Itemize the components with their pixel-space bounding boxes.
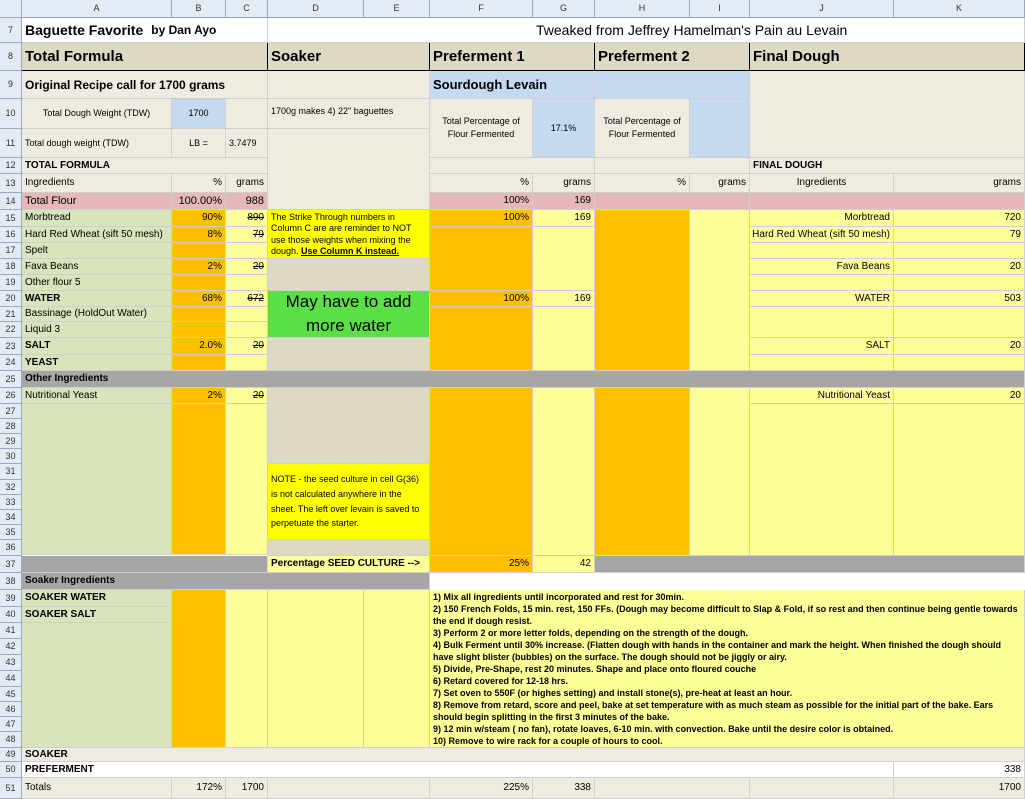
recipe-credit[interactable]: Tweaked from Jeffrey Hamelman's Pain au Levain [268,18,1025,43]
totals-label[interactable]: Totals [22,778,172,799]
final-other-flour-label[interactable] [750,275,894,291]
total-flour-pct[interactable]: 100.00% [172,193,226,210]
final-dough-caps[interactable]: FINAL DOUGH [750,158,1025,174]
final-other-grams-block[interactable] [894,404,1025,556]
final-hard-red-grams[interactable]: 79 [894,227,1025,243]
soaker-e-block[interactable] [364,590,430,748]
row-header[interactable]: 39 [0,590,22,607]
row-header[interactable]: 20 [0,291,22,307]
lb-label[interactable]: LB = [172,129,226,158]
row-header[interactable]: 45 [0,687,22,702]
pf1-total-flour-grams[interactable]: 169 [533,193,595,210]
pct-fermented-value[interactable]: 17.1% [533,99,595,158]
soaker-ingredients-header[interactable]: Soaker Ingredients [22,573,430,590]
ing-water-grams[interactable]: 672 [226,291,268,307]
ing-water-label[interactable]: WATER [22,291,172,307]
final-nut-yeast-grams[interactable]: 20 [894,388,1025,404]
final-water-grams[interactable]: 503 [894,291,1025,307]
soaker-fava-cell[interactable] [268,259,430,291]
ing-other-flour-pct[interactable] [172,275,226,291]
row-header[interactable]: 9 [0,71,22,99]
ing-liquid3-label[interactable]: Liquid 3 [22,322,172,338]
ing-fava-label[interactable]: Fava Beans [22,259,172,275]
other-ing-grams-block[interactable] [226,404,268,555]
final-total-flour[interactable] [750,193,1025,210]
row37-band-right[interactable] [595,556,1025,573]
total-formula-caps[interactable]: TOTAL FORMULA [22,158,268,174]
final-header-grams[interactable]: grams [894,174,1025,193]
pf1-header-pct[interactable]: % [430,174,533,193]
ing-nut-yeast-pct[interactable]: 2% [172,388,226,404]
tdw-spacer[interactable] [226,99,268,129]
ing-bassinage-label[interactable]: Bassinage (HoldOut Water) [22,307,172,322]
instruction-step: 8) Remove from retard, score and peel, bake at set temperature with as much steam as possible for the initial part of the bake. Ears should begin splitting in the first 3 minutes of the bake. [433,700,994,722]
row-header[interactable]: 49 [0,748,22,762]
row-header[interactable]: 8 [0,43,22,71]
row12-pf1[interactable] [430,158,595,174]
final-totals-grams[interactable]: 1700 [894,778,1025,799]
soaker-pct-block[interactable] [172,590,226,748]
column-header-a[interactable]: A [22,0,172,18]
strike-note-text: The Strike Through numbers in Column C are are reminder to NOT use those weights when mixing the dough. Use Column K instead. [271,212,412,256]
column-header-i[interactable]: I [690,0,750,18]
ing-bassinage-grams[interactable] [226,307,268,322]
pf1-total-flour-pct[interactable]: 100% [430,193,533,210]
row-header[interactable]: 10 [0,99,22,129]
row-header[interactable]: 48 [0,732,22,748]
total-flour-label[interactable]: Total Flour [22,193,172,210]
soaker-empty-block[interactable] [22,623,172,748]
section-preferment-2[interactable]: Preferment 2 [595,43,750,71]
strike-through-note[interactable] [268,210,430,259]
section-soaker[interactable]: Soaker [268,43,430,71]
pf2-other-grams-block[interactable] [690,388,750,556]
totals-pct[interactable]: 172% [172,778,226,799]
pf2-header-pct[interactable]: % [595,174,690,193]
final-nut-yeast-label[interactable]: Nutritional Yeast [750,388,894,404]
select-all-corner[interactable] [0,0,22,18]
ing-salt-label[interactable]: SALT [22,338,172,355]
row-header[interactable]: 37 [0,556,22,573]
row-header[interactable]: 43 [0,655,22,671]
pf1-morbtread-pct[interactable]: 100% [430,210,533,227]
total-flour-grams[interactable]: 988 [226,193,268,210]
row-header[interactable]: 23 [0,338,22,355]
soaker-salt-cell[interactable] [268,338,430,371]
recipe-title: Baguette Favorite [25,22,144,38]
instruction-step: 3) Perform 2 or more letter folds, depending on the strength of the dough. [433,628,749,638]
instruction-step: 10) Remove to wire rack for a couple of hours to cool. [433,736,663,746]
totals-grams[interactable]: 1700 [226,778,268,799]
row-header[interactable]: 7 [0,18,22,43]
pf1-liquid-block[interactable] [430,307,533,371]
ing-spelt-grams[interactable] [226,243,268,259]
preferment-summary-label[interactable]: PREFERMENT [22,762,894,778]
sourdough-levain-label[interactable]: Sourdough Levain [430,71,595,99]
row-header[interactable]: 42 [0,639,22,655]
section-final-dough[interactable]: Final Dough [750,43,1025,71]
row-header[interactable]: 26 [0,388,22,404]
ing-liquid3-grams[interactable] [226,322,268,338]
row-header[interactable]: 31 [0,464,22,480]
final-spelt-grams[interactable] [894,243,1025,259]
seed-culture-note[interactable]: NOTE - the seed culture in cell G(36) is not calculated anywhere in the sheet. The left over levain is saved to perpetuate the starter. [268,464,430,540]
original-recipe-note[interactable]: Original Recipe call for 1700 grams [22,71,268,99]
soaker-top-area[interactable] [268,71,430,99]
ing-morbtread-grams[interactable]: 890 [226,210,268,227]
row-header[interactable]: 35 [0,525,22,540]
final-liquid-block[interactable] [750,307,894,338]
ing-hard-red-grams[interactable]: 79 [226,227,268,243]
instruction-step: 6) Retard covered for 12-18 hrs. [433,676,569,686]
row-header[interactable]: 15 [0,210,22,227]
ing-morbtread-pct[interactable]: 90% [172,210,226,227]
soaker-side-area[interactable] [268,129,430,210]
ing-yeast-grams[interactable] [226,355,268,371]
row-header[interactable]: 30 [0,449,22,464]
pf2-total-flour[interactable] [595,193,750,210]
row-header[interactable]: 22 [0,322,22,338]
row-header[interactable]: 32 [0,480,22,495]
pct-fermented-label[interactable]: Total Percentage of Flour Fermented [430,99,533,158]
pf2-pct-block[interactable] [595,210,690,371]
ing-hard-red-pct[interactable]: 8% [172,227,226,243]
final-yeast-label[interactable] [750,355,894,371]
pf1-other-grams-block[interactable] [533,388,595,556]
instruction-step: 4) Bulk Ferment until 30% increase. (Flatten dough with hands in the container and mark the height. When finished the dough should have slight blister (bubbles) on the surface. The dough should not be jiggly or airy. [433,640,1002,662]
column-header-b[interactable]: B [172,0,226,18]
column-header-e[interactable]: E [364,0,430,18]
row-header[interactable]: 25 [0,371,22,388]
row-header[interactable]: 12 [0,158,22,174]
ing-water-pct[interactable]: 68% [172,291,226,307]
column-header-c[interactable]: C [226,0,268,18]
final-fava-label[interactable]: Fava Beans [750,259,894,275]
row-header[interactable]: 13 [0,174,22,193]
row-header[interactable]: 46 [0,702,22,717]
final-salt-label[interactable]: SALT [750,338,894,355]
column-header-d[interactable]: D [268,0,364,18]
column-header-g[interactable]: G [533,0,595,18]
seed-culture-label[interactable]: Percentage SEED CULTURE --> [268,556,430,573]
pf1-totals-pct[interactable]: 225% [430,778,533,799]
seed-culture-grams[interactable]: 42 [533,556,595,573]
pf1-flour-block[interactable] [430,227,533,291]
ing-bassinage-pct[interactable] [172,307,226,322]
row-header[interactable]: 28 [0,419,22,434]
row12-pf2[interactable] [595,158,750,174]
recipe-author: by Dan Ayo [151,23,217,37]
pf1-other-pct-block[interactable] [430,388,533,556]
final-morbtread-grams[interactable]: 720 [894,210,1025,227]
final-other-block[interactable] [750,404,894,556]
column-header-f[interactable]: F [430,0,533,18]
section-total-formula[interactable]: Total Formula [22,43,268,71]
tdw-2-label[interactable]: Total dough weight (TDW) [22,129,172,158]
row-header[interactable]: 44 [0,671,22,687]
column-header-h[interactable]: H [595,0,690,18]
row-header[interactable]: 27 [0,404,22,419]
instructions-panel[interactable] [430,590,1025,748]
soaker-other-cell[interactable] [268,388,430,464]
final-hard-red-label[interactable]: Hard Red Wheat (sift 50 mesh) [750,227,894,243]
row-header[interactable]: 50 [0,762,22,778]
header-grams[interactable]: grams [226,174,268,193]
preferment-summary-value[interactable]: 338 [894,762,1025,778]
ing-fava-grams[interactable]: 20 [226,259,268,275]
final-totals-label[interactable] [750,778,894,799]
row-header[interactable]: 33 [0,495,22,510]
other-ingredients-header[interactable]: Other Ingredients [22,371,1025,388]
soaker-d-block[interactable] [268,590,364,748]
tdw-input[interactable]: 1700 [172,99,226,129]
tdw-label[interactable]: Total Dough Weight (TDW) [22,99,172,129]
section-preferment-1[interactable]: Preferment 1 [430,43,595,71]
row-header[interactable]: 19 [0,275,22,291]
final-header-ingredients[interactable]: Ingredients [750,174,894,193]
pct-fermented-2-label[interactable]: Total Percentage of Flour Fermented [595,99,690,158]
column-header-j[interactable]: J [750,0,894,18]
instruction-step: 2) 150 French Folds, 15 min. rest, 150 FFs. (Dough may become difficult to Slap & Fold, if so rest and then continue being gentle towards the end if dough resist. [433,604,1018,626]
ing-nut-yeast-grams[interactable]: 20 [226,388,268,404]
pct-fermented-2-value[interactable] [690,99,750,158]
soaker-water-label[interactable]: SOAKER WATER [22,590,172,607]
seed-culture-pct[interactable]: 25% [430,556,533,573]
row-header[interactable]: 36 [0,540,22,556]
pf2-header-grams[interactable]: grams [690,174,750,193]
ing-morbtread-label[interactable]: Morbtread [22,210,172,227]
row-header[interactable]: 51 [0,778,22,799]
soaker-summary-label[interactable]: SOAKER [22,748,1025,762]
ing-spelt-label[interactable]: Spelt [22,243,172,259]
final-liquid-grams-block[interactable] [894,307,1025,338]
final-other-flour-grams[interactable] [894,275,1025,291]
final-water-label[interactable]: WATER [750,291,894,307]
ing-other-flour-grams[interactable] [226,275,268,291]
instruction-step: 9) 12 min w/steam ( no fan), rotate loaves, 6-10 min. with convection. Bake until the desire color is obtained. [433,724,894,734]
ing-hard-red-label[interactable]: Hard Red Wheat (sift 50 mesh) [22,227,172,243]
pf1-morbtread-grams[interactable]: 169 [533,210,595,227]
preferment-2-name[interactable] [595,71,750,99]
baguettes-note[interactable]: 1700g makes 4) 22" baguettes [268,99,430,129]
ing-liquid3-pct[interactable] [172,322,226,338]
row-header[interactable]: 38 [0,573,22,590]
row-header[interactable]: 34 [0,510,22,525]
other-ing-pct-block[interactable] [172,404,226,555]
row-header[interactable]: 40 [0,607,22,623]
soaker-salt-label[interactable]: SOAKER SALT [22,607,172,623]
ing-fava-pct[interactable]: 2% [172,259,226,275]
pf2-totals[interactable] [595,778,750,799]
pf2-other-pct-block[interactable] [595,388,690,556]
pf1-flour-grams-block[interactable] [533,227,595,291]
instruction-step: 7) Set oven to 550F (or highes setting) and install stone(s), pre-heat at least an hour. [433,688,793,698]
row-header[interactable]: 24 [0,355,22,371]
pf1-water-grams[interactable]: 169 [533,291,595,307]
totals-soaker[interactable] [268,778,430,799]
pf1-liquid-grams-block[interactable] [533,307,595,371]
soaker-row36-cell[interactable] [268,540,430,556]
more-water-note[interactable]: May have to add more water [268,291,430,338]
row-header[interactable]: 21 [0,307,22,322]
row-header[interactable]: 11 [0,129,22,158]
final-salt-grams[interactable]: 20 [894,338,1025,355]
pf1-totals-grams[interactable]: 338 [533,778,595,799]
ing-salt-pct[interactable]: 2.0% [172,338,226,355]
final-morbtread-label[interactable]: Morbtread [750,210,894,227]
ing-other-flour-label[interactable]: Other flour 5 [22,275,172,291]
pf1-header-grams[interactable]: grams [533,174,595,193]
row-header[interactable]: 47 [0,717,22,732]
row-header[interactable]: 18 [0,259,22,275]
header-ingredients[interactable]: Ingredients [22,174,172,193]
instruction-step: 5) Divide, Pre-Shape, rest 20 minutes. Shape and place onto floured couche [433,664,757,674]
instruction-step: 1) Mix all ingredients until incorporated and rest for 30min. [433,592,685,602]
row-header[interactable]: 41 [0,623,22,639]
ing-yeast-pct[interactable] [172,355,226,371]
row37-band-left[interactable] [22,556,268,573]
final-fava-grams[interactable]: 20 [894,259,1025,275]
final-spelt-label[interactable] [750,243,894,259]
row-header[interactable]: 29 [0,434,22,449]
ing-yeast-label[interactable]: YEAST [22,355,172,371]
ing-salt-grams[interactable]: 20 [226,338,268,355]
final-dough-top-area[interactable] [750,71,1025,158]
recipe-title-cell[interactable] [22,18,268,43]
other-ing-empty-block[interactable] [22,404,172,555]
row-header[interactable]: 17 [0,243,22,259]
lb-value[interactable]: 3.7479 [226,129,268,158]
column-header-k[interactable]: K [894,0,1025,18]
row-header[interactable]: 14 [0,193,22,210]
pf1-water-pct[interactable]: 100% [430,291,533,307]
final-yeast-grams[interactable] [894,355,1025,371]
ing-spelt-pct[interactable] [172,243,226,259]
soaker-grams-block[interactable] [226,590,268,748]
row-header[interactable]: 16 [0,227,22,243]
pf2-grams-block[interactable] [690,210,750,371]
ing-nut-yeast-label[interactable]: Nutritional Yeast [22,388,172,404]
header-pct[interactable]: % [172,174,226,193]
